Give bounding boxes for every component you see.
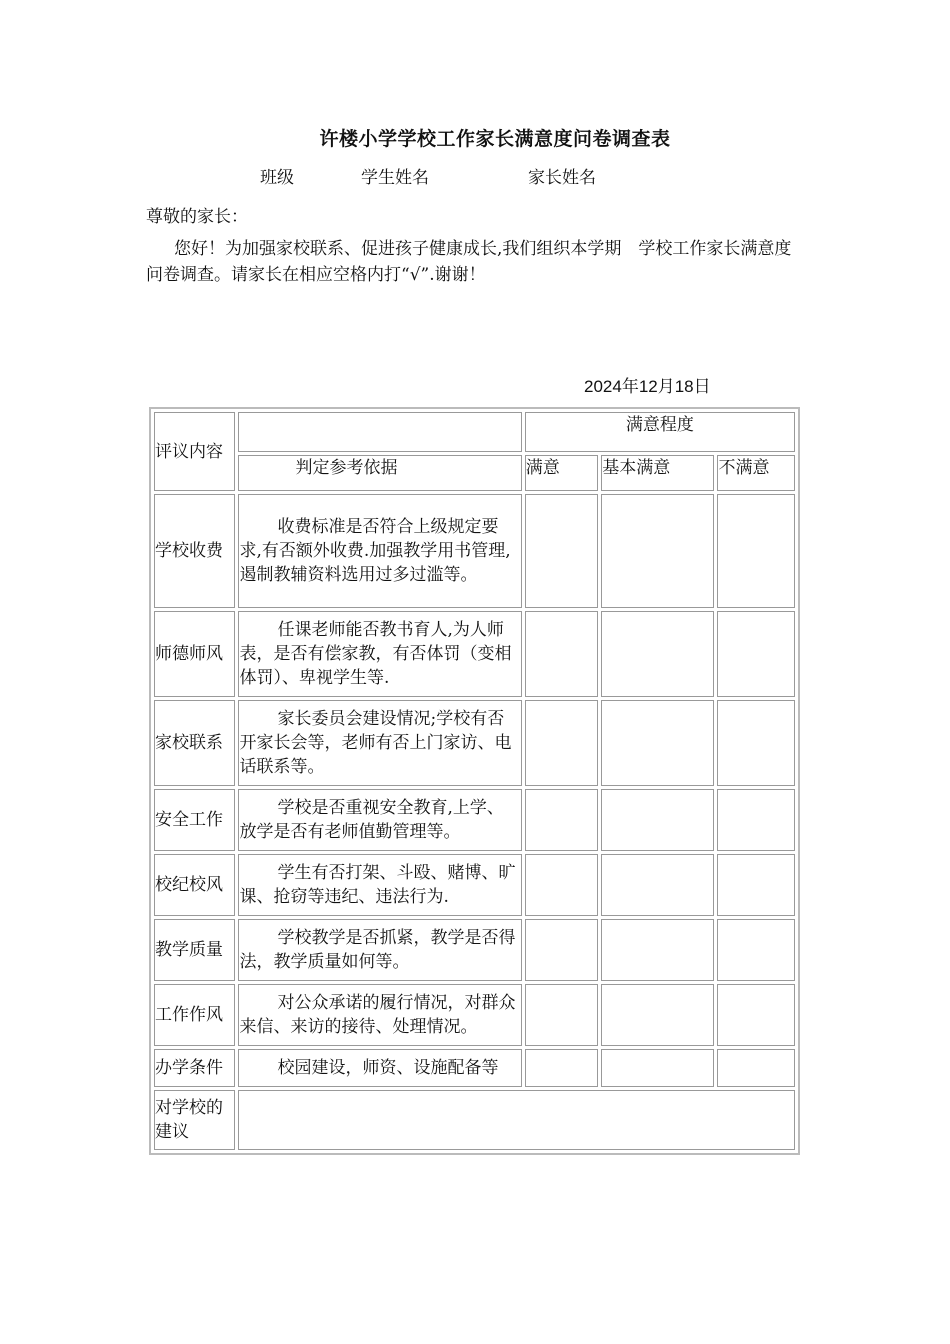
checkbox-cell-satisfied[interactable]	[525, 494, 599, 608]
suggestion-input-cell[interactable]	[238, 1090, 795, 1150]
row-category: 师德师风	[154, 611, 235, 697]
row-criteria: 任课老师能否教书育人,为人师表，是否有偿家教，有否体罚（变相体罚）、卑视学生等.	[238, 611, 521, 697]
suggestion-label: 对学校的建议	[154, 1090, 235, 1150]
row-criteria: 校园建设，师资、设施配备等	[238, 1049, 521, 1087]
checkbox-cell-basic[interactable]	[601, 1049, 714, 1087]
row-category: 校纪校风	[154, 854, 235, 916]
header-satisfaction: 满意程度	[525, 412, 795, 452]
checkbox-cell-basic[interactable]	[601, 700, 714, 786]
row-criteria: 家长委员会建设情况;学校有否开家长会等，老师有否上门家访、电话联系等。	[238, 700, 521, 786]
checkbox-cell-satisfied[interactable]	[525, 611, 599, 697]
checkbox-cell-satisfied[interactable]	[525, 789, 599, 851]
row-category: 安全工作	[154, 789, 235, 851]
checkbox-cell-unsatisfied[interactable]	[717, 494, 795, 608]
checkbox-cell-unsatisfied[interactable]	[717, 611, 795, 697]
row-criteria: 学校教学是否抓紧，教学是否得法，教学质量如何等。	[238, 919, 521, 981]
class-label: 班级	[260, 168, 294, 188]
row-criteria: 学生有否打架、斗殴、赌博、旷课、抢窃等违纪、违法行为.	[238, 854, 521, 916]
table-row	[154, 854, 795, 916]
row-category: 家校联系	[154, 700, 235, 786]
survey-date: 2024年12月18日	[584, 377, 711, 396]
table-row	[154, 984, 795, 1046]
table-row	[154, 611, 795, 697]
checkbox-cell-unsatisfied[interactable]	[717, 854, 795, 916]
checkbox-cell-basic[interactable]	[601, 494, 714, 608]
header-blank	[238, 412, 521, 452]
row-criteria: 对公众承诺的履行情况，对群众来信、来访的接待、处理情况。	[238, 984, 521, 1046]
row-criteria: 收费标准是否符合上级规定要求,有否额外收费.加强教学用书管理,遏制教辅资料选用过多过滥等。	[238, 494, 521, 608]
row-category: 办学条件	[154, 1049, 235, 1087]
header-category: 评议内容	[154, 412, 235, 491]
checkbox-cell-unsatisfied[interactable]	[717, 1049, 795, 1087]
intro-paragraph: 您好！为加强家校联系、促进孩子健康成长,我们组织本学期 学校工作家长满意度问卷调查。请家长在相应空格内打“√”.谢谢！	[146, 239, 792, 285]
checkbox-cell-unsatisfied[interactable]	[717, 789, 795, 851]
header-criteria: 判定参考依据	[238, 455, 521, 491]
table-row	[154, 494, 795, 608]
checkbox-cell-basic[interactable]	[601, 789, 714, 851]
checkbox-cell-basic[interactable]	[601, 854, 714, 916]
checkbox-cell-satisfied[interactable]	[525, 919, 599, 981]
table-row	[154, 700, 795, 786]
row-criteria: 学校是否重视安全教育,上学、放学是否有老师值勤管理等。	[238, 789, 521, 851]
checkbox-cell-basic[interactable]	[601, 919, 714, 981]
checkbox-cell-basic[interactable]	[601, 611, 714, 697]
row-category: 教学质量	[154, 919, 235, 981]
header-level-basic: 基本满意	[601, 455, 714, 491]
checkbox-cell-satisfied[interactable]	[525, 854, 599, 916]
table-row	[154, 789, 795, 851]
table-row	[154, 919, 795, 981]
checkbox-cell-unsatisfied[interactable]	[717, 984, 795, 1046]
student-name-label: 学生姓名	[361, 168, 429, 188]
greeting: 尊敬的家长：	[146, 207, 248, 227]
row-category: 工作作风	[154, 984, 235, 1046]
page-title: 许楼小学学校工作家长满意度问卷调查表	[319, 128, 671, 150]
table-row	[154, 1049, 795, 1087]
row-category: 学校收费	[154, 494, 235, 608]
checkbox-cell-unsatisfied[interactable]	[717, 700, 795, 786]
header-level-unsatisfied: 不满意	[717, 455, 795, 491]
checkbox-cell-satisfied[interactable]	[525, 700, 599, 786]
header-level-satisfied: 满意	[525, 455, 599, 491]
checkbox-cell-basic[interactable]	[601, 984, 714, 1046]
parent-name-label: 家长姓名	[528, 168, 596, 188]
checkbox-cell-satisfied[interactable]	[525, 984, 599, 1046]
survey-table	[149, 407, 800, 1155]
checkbox-cell-satisfied[interactable]	[525, 1049, 599, 1087]
checkbox-cell-unsatisfied[interactable]	[717, 919, 795, 981]
